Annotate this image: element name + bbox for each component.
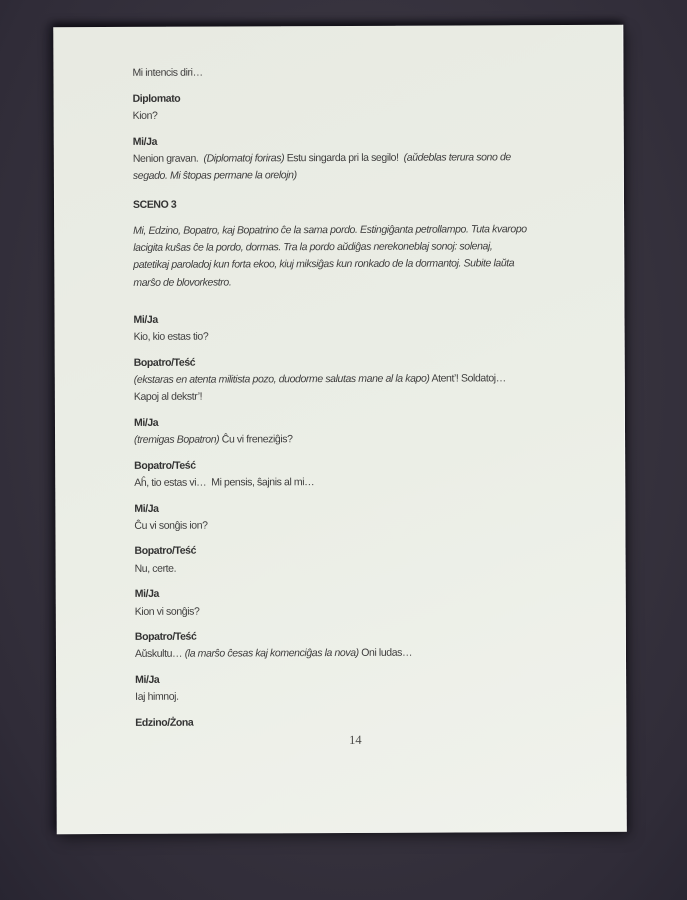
speaker-name: Bopatro/Teść <box>134 630 197 644</box>
speech-run: Kio, kio estas tio? <box>133 330 209 343</box>
dialogue <box>135 584 575 620</box>
dialogue <box>134 541 574 577</box>
dialogue <box>132 63 572 82</box>
scene-heading <box>133 195 573 214</box>
dialogue <box>134 353 574 407</box>
dialogue-text <box>134 327 574 346</box>
dialogue <box>135 670 575 706</box>
stage-direction <box>133 221 573 292</box>
speaker-name: Edzino/Żona <box>135 716 194 729</box>
speaker-name: Mi/Ja <box>133 416 159 429</box>
speech-run: Ĉu vi sonĝis ion? <box>134 519 208 532</box>
dialogue-text <box>134 516 574 535</box>
dialogue-text <box>133 149 573 185</box>
stage-note-run: (la marŝo ĉesas kaj komenciĝas la nova) <box>184 647 359 661</box>
speaker-name: Mi/Ja <box>135 673 160 687</box>
speech-run: Nenion gravan. <box>132 152 204 165</box>
speaker-name: Mi/Ja <box>134 588 160 601</box>
stage-note-run: (ekstaras en atenta militista pozo, duodorme salutas mane al la kapo) <box>133 372 430 386</box>
dialogue <box>133 310 573 346</box>
speech-run: Atent’! Soldatoj… Kapoj al dekstr’! <box>133 372 506 403</box>
speaker-name: Mi/Ja <box>132 135 158 148</box>
dialogue <box>134 456 574 492</box>
dialogue-text <box>132 63 572 82</box>
script-body <box>132 63 575 732</box>
page-sheet <box>53 25 627 834</box>
speech-run: Aŭskultu… <box>134 648 185 661</box>
speech-run: Kion? <box>132 109 158 122</box>
speaker-name: Bopatro/Teść <box>133 356 196 369</box>
page-content <box>132 63 575 750</box>
dialogue-text <box>135 644 575 663</box>
dialogue <box>134 413 574 449</box>
dialogue <box>135 627 575 663</box>
dialogue-text <box>134 473 574 492</box>
stage-note-run: (aŭdeblas terura sono de segado. Mi ŝtopas permane la orelojn) <box>132 151 511 182</box>
dialogue <box>133 89 573 125</box>
speaker-name: Bopatro/Teść <box>134 459 196 472</box>
dialogue-text <box>135 687 575 706</box>
dialogue-text <box>134 430 574 449</box>
dialogue <box>134 499 574 535</box>
speech-run: Mi intencis diri… <box>132 66 203 79</box>
dialogue-text <box>134 370 574 406</box>
dialogue <box>133 132 573 186</box>
speech-run: Oni ludas… <box>358 647 413 660</box>
speech-run: Estu singarda pri la segilo! <box>284 151 404 165</box>
speech-run: Iaj himnoj. <box>135 691 179 704</box>
heading-text: SCENO 3 <box>132 198 177 212</box>
speech-run: Aĥ, tio estas vi… Mi pensis, ŝajnis al mi… <box>134 475 315 489</box>
stage-note-run: (Diplomatoj foriras) <box>203 152 285 165</box>
dialogue-text <box>133 106 573 125</box>
speaker-name: Mi/Ja <box>133 313 158 326</box>
dialogue-text <box>135 559 575 578</box>
speech-run: Ĉu vi freneziĝis? <box>219 433 293 446</box>
stage-note-run: Mi, Edzino, Bopatro, kaj Bopatrino ĉe la sama pordo. Estingiĝanta petrollampo. Tuta kvaropo lacigita kuŝas ĉe la pordo, dormas. Tra la pordo aŭdiĝas nerekoneblaj sonoj: solenaj, patetikaj paroladoj kun forta ekoo, kiuj miksiĝas kun ronkado de la dormantoj. Subite laŭta marŝo de blovorkestro. <box>133 223 527 289</box>
stage-note-run: (tremigas Bopatron) <box>134 433 220 446</box>
speaker-only <box>135 713 575 732</box>
speaker-name: Bopatro/Teść <box>134 545 197 558</box>
dialogue-text <box>133 221 573 292</box>
dialogue-text <box>135 602 575 621</box>
speaker-name: Diplomato <box>132 92 181 105</box>
speech-run: Nu, certe. <box>134 562 177 575</box>
speaker-name: Mi/Ja <box>134 502 159 515</box>
page-number: 14 <box>349 732 362 747</box>
speech-run: Kion vi sonĝis? <box>134 605 200 618</box>
